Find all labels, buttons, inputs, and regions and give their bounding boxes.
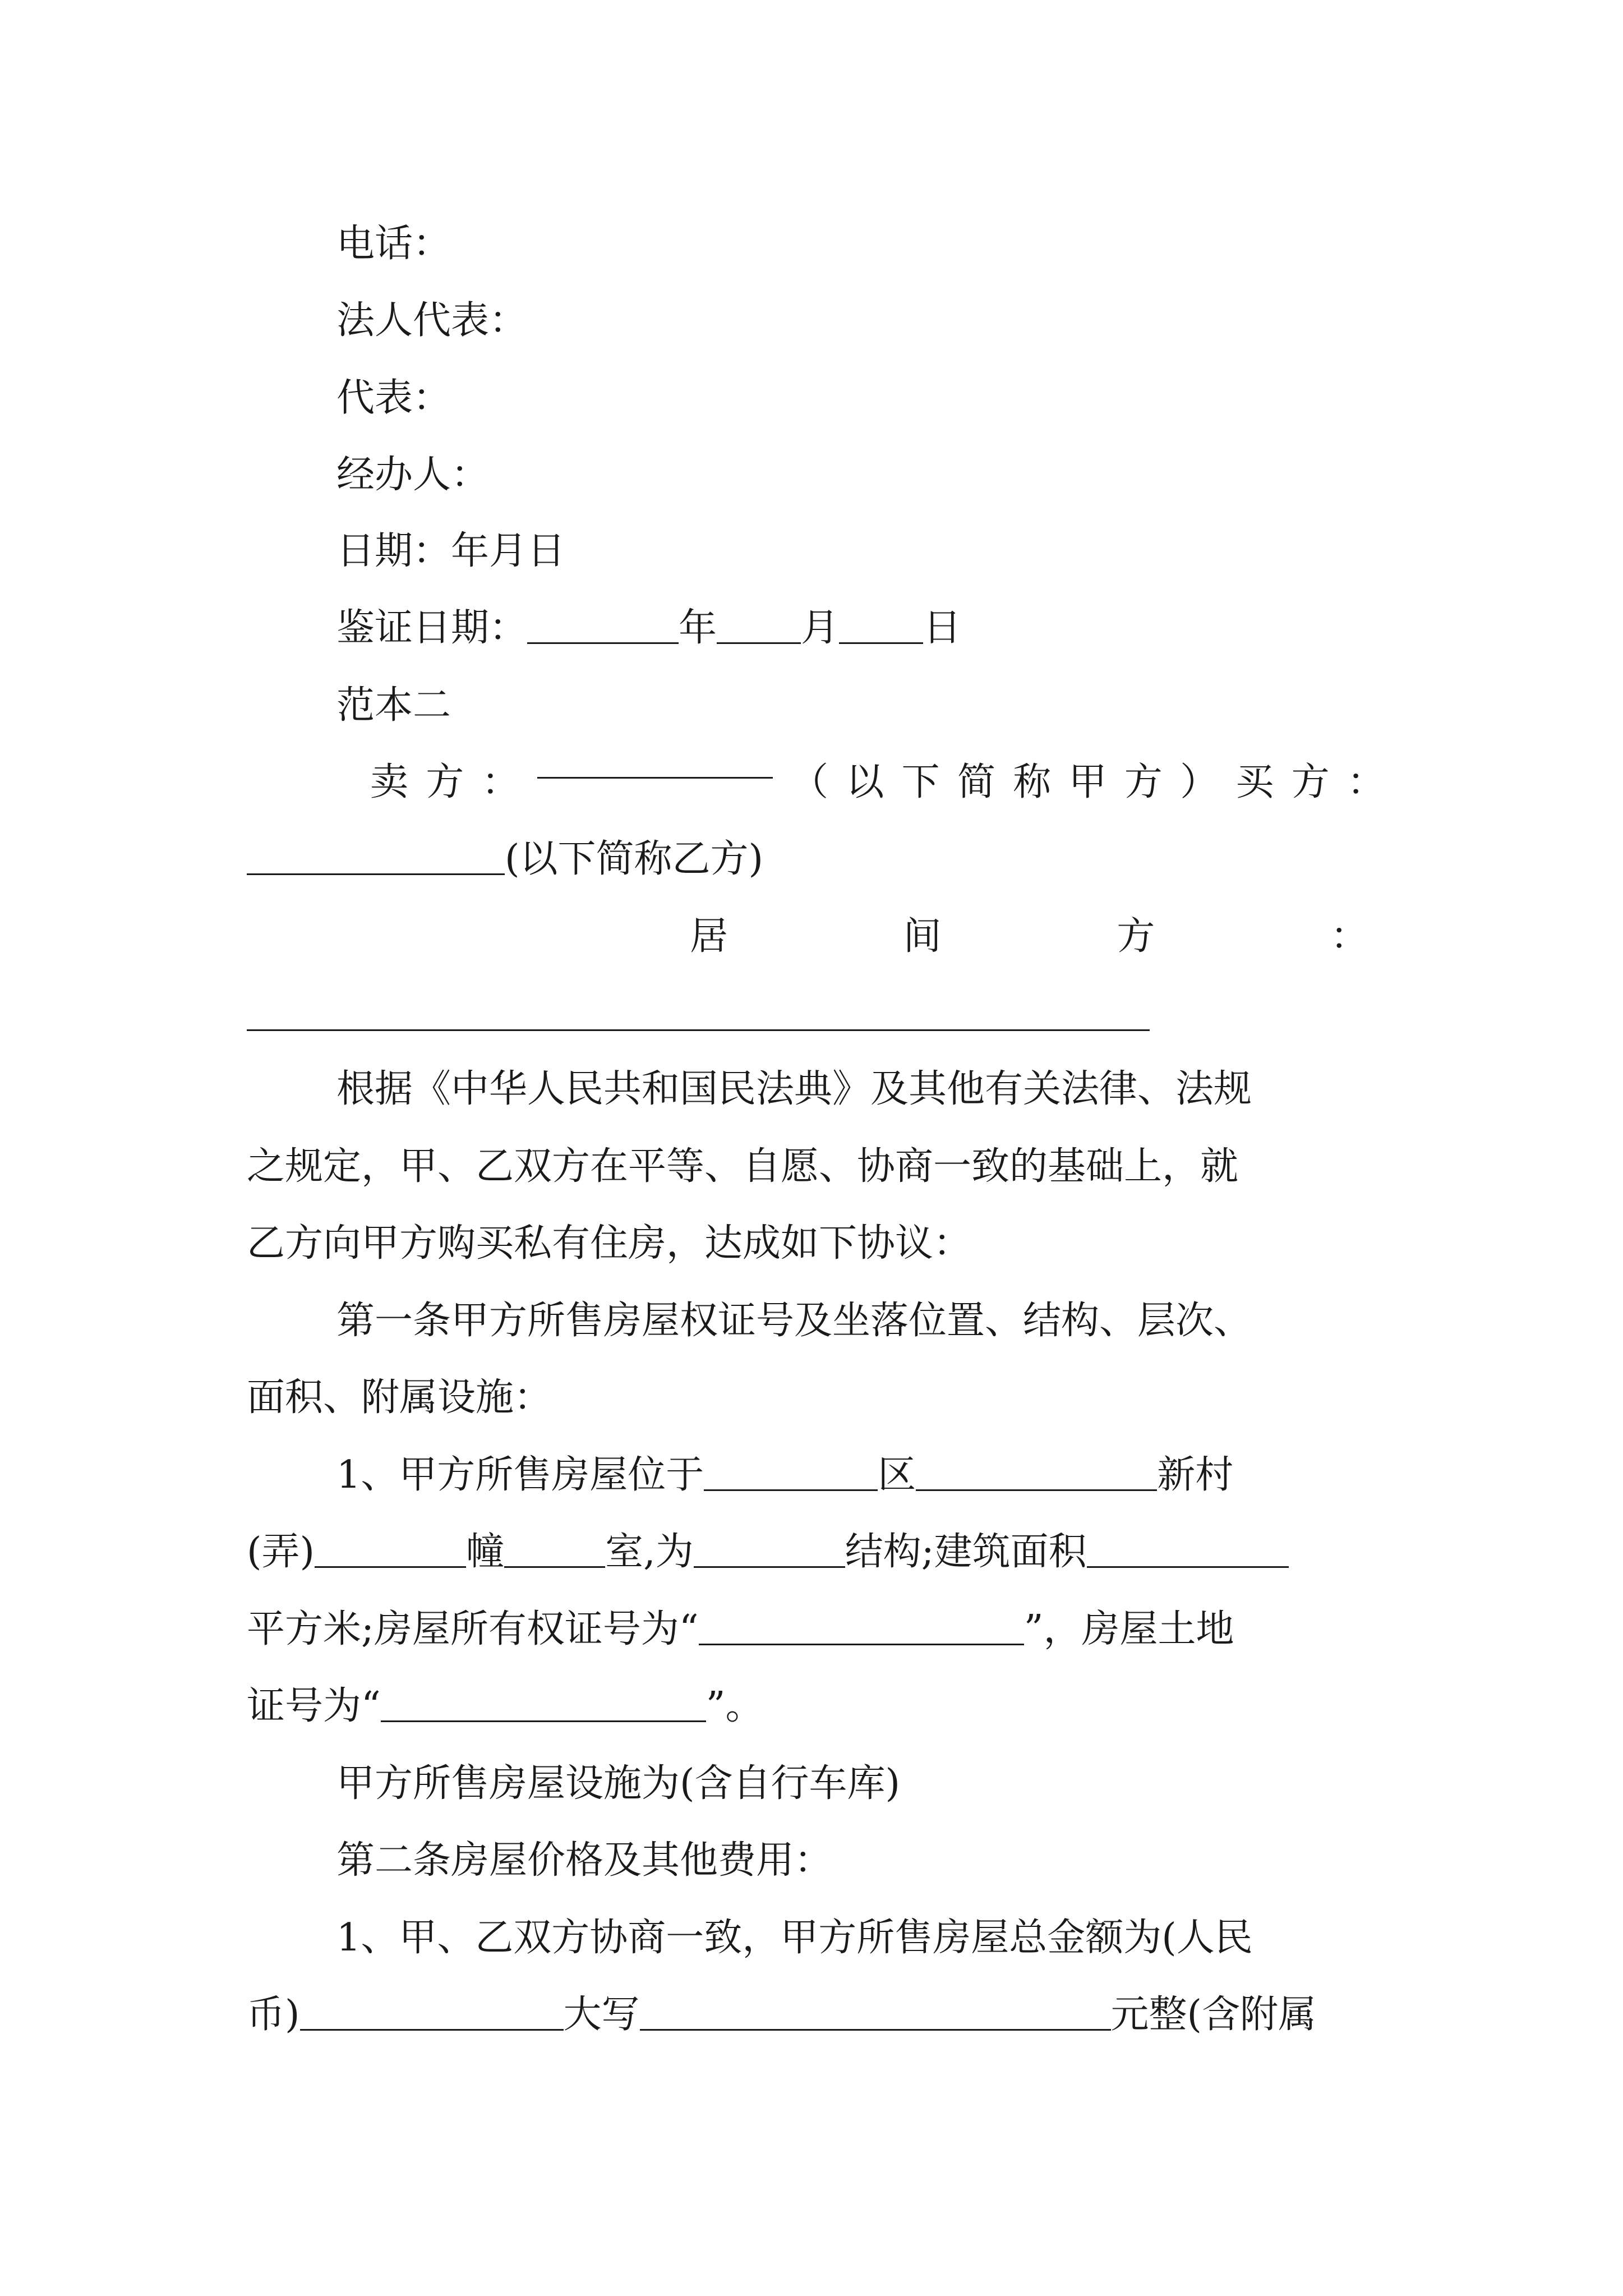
- seller-char: 以: [846, 760, 884, 804]
- item-text: 区: [878, 1453, 916, 1497]
- price-number-blank[interactable]: [300, 1995, 564, 2031]
- item-text: 结构;建筑面积: [845, 1530, 1087, 1574]
- item-text: 室,为: [605, 1530, 694, 1574]
- legal-rep-line: 法人代表：: [336, 298, 528, 343]
- representative-line: 代表：: [336, 376, 451, 420]
- item-text: 1、甲方所售房屋位于: [336, 1453, 704, 1497]
- template-title: 范本二: [336, 683, 451, 728]
- ownership-cert-blank[interactable]: [699, 1610, 1024, 1645]
- building-blank[interactable]: [504, 1533, 605, 1568]
- date-line: 日期：年月日: [336, 529, 566, 573]
- year-label: 年: [679, 606, 717, 650]
- intermediary-line: [690, 898, 1368, 976]
- handler-line: 经办人：: [336, 453, 490, 497]
- item-1-line: [247, 1513, 1385, 1591]
- article-1-heading: 第一条甲方所售房屋权证号及坐落位置、结构、层次、: [336, 1299, 1252, 1343]
- lane-blank[interactable]: [315, 1533, 466, 1568]
- buyer-suffix: (以下简称乙方): [505, 837, 764, 881]
- item-1-line: [247, 1590, 1385, 1669]
- month-label: 月: [801, 606, 840, 650]
- item-text: 大写: [563, 1993, 640, 2037]
- day-blank[interactable]: [839, 609, 923, 644]
- seller-char: （: [790, 760, 829, 804]
- land-cert-blank[interactable]: [381, 1687, 706, 1722]
- notary-date-label: 鉴证日期：: [336, 606, 528, 650]
- item-text: ”，房屋土地: [1023, 1607, 1234, 1651]
- item-text: ”。: [706, 1684, 764, 1728]
- intermediary-char: ：: [1330, 914, 1368, 959]
- item-text: 新村: [1157, 1453, 1234, 1497]
- month-blank[interactable]: [717, 609, 801, 644]
- item-text: (弄): [247, 1530, 315, 1574]
- item-1-line: [336, 1436, 1385, 1515]
- seller-char: 方: [1124, 760, 1163, 804]
- item-text: 证号为“: [247, 1684, 381, 1728]
- item-text: 平方米;房屋所有权证号为“: [247, 1607, 699, 1651]
- price-line: [247, 1976, 1385, 2054]
- seller-char: 卖: [370, 760, 409, 804]
- notary-date-line: [336, 589, 1385, 668]
- seller-char: ：: [481, 760, 520, 804]
- seller-buyer-line: [370, 743, 1385, 822]
- intermediary-name-blank[interactable]: [247, 1029, 1150, 1031]
- item-text: 元整(含附属: [1110, 1993, 1317, 2037]
- seller-char: 称: [1013, 760, 1052, 804]
- seller-name-blank[interactable]: [537, 743, 773, 779]
- phone-line: 电话：: [336, 222, 451, 266]
- day-label: 日: [923, 606, 962, 650]
- buyer-name-blank[interactable]: [247, 840, 505, 875]
- article-1-heading: 面积、附属设施：: [247, 1375, 552, 1420]
- structure-blank[interactable]: [694, 1533, 845, 1568]
- intermediary-char: 方: [1117, 914, 1155, 959]
- buyer-char: 方: [1291, 760, 1330, 804]
- village-blank[interactable]: [916, 1456, 1157, 1491]
- item-1-line: [247, 1667, 1385, 1746]
- price-words-blank[interactable]: [640, 1995, 1111, 2031]
- buyer-line: [247, 820, 1385, 899]
- seller-char: 方: [426, 760, 464, 804]
- item-text: 币): [247, 1993, 300, 2037]
- item-text: 幢: [466, 1530, 505, 1574]
- buyer-char: 买: [1235, 760, 1274, 804]
- intro-paragraph: 根据《中华人民共和国民法典》及其他有关法律、法规: [336, 1067, 1252, 1111]
- seller-char: 甲: [1068, 760, 1107, 804]
- facilities-line: 甲方所售房屋设施为(含自行车库): [336, 1761, 901, 1806]
- intro-paragraph: 乙方向甲方购买私有住房，达成如下协议：: [247, 1221, 972, 1266]
- article-2-heading: 第二条房屋价格及其他费用：: [336, 1838, 833, 1883]
- district-blank[interactable]: [704, 1456, 878, 1491]
- year-blank[interactable]: [527, 609, 679, 644]
- buyer-char: ：: [1347, 760, 1385, 804]
- seller-char: ）: [1180, 760, 1219, 804]
- intro-paragraph: 之规定，甲、乙双方在平等、自愿、协商一致的基础上，就: [247, 1144, 1239, 1189]
- intermediary-char: 间: [903, 914, 942, 959]
- area-blank[interactable]: [1087, 1533, 1289, 1568]
- seller-char: 简: [957, 760, 995, 804]
- seller-char: 下: [901, 760, 940, 804]
- intermediary-char: 居: [690, 914, 728, 959]
- price-line: 1、甲、乙双方协商一致，甲方所售房屋总金额为(人民: [336, 1916, 1253, 1960]
